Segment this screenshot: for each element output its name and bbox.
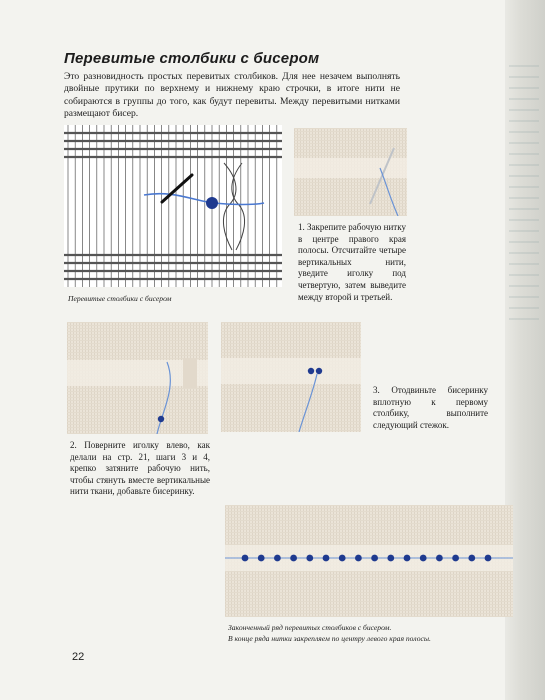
stitch-diagram — [64, 125, 282, 287]
bead-icon — [306, 555, 313, 562]
bead-icon — [316, 368, 322, 374]
facing-page-ghost — [509, 60, 539, 320]
final-photo — [225, 505, 513, 617]
bead-icon — [308, 368, 314, 374]
bead-icon — [323, 555, 330, 562]
diagram-caption: Перевитые столбики с бисером — [68, 294, 172, 303]
step3-caption: 3. Отодвиньте бисеринку вплотную к первому столбику, выполните следующий стежок. — [373, 385, 488, 430]
step2-photo — [67, 322, 208, 434]
bead-icon — [290, 555, 297, 562]
intro-paragraph: Это разновидность простых перевитых столбиков. Для нее незачем выполнять двойные прутики по верхнему и нижнему краю строчки, в итоге нити не собираются в группы до того, как будут перевиты. Между перевитыми нитками размещают бисер. — [64, 71, 400, 119]
bead-icon — [339, 555, 346, 562]
final-caption-line1: Законченный ряд перевитых столбиков с бисером. — [228, 623, 392, 632]
bead-icon — [452, 555, 459, 562]
bead-icon — [468, 555, 475, 562]
bead-icon — [242, 555, 249, 562]
bead-icon — [420, 555, 427, 562]
bead-icon — [355, 555, 362, 562]
final-caption-line2: В конце ряда нитки закрепляем по центру левого края полосы. — [228, 634, 431, 643]
bead-icon — [404, 555, 411, 562]
bead-icon — [158, 416, 164, 422]
step3-photo — [221, 322, 361, 432]
bead-icon — [371, 555, 378, 562]
page-number: 22 — [72, 651, 85, 663]
bead-icon — [206, 197, 218, 209]
bead-icon — [258, 555, 265, 562]
bead-icon — [274, 555, 281, 562]
page-title: Перевитые столбики с бисером — [64, 50, 320, 67]
bead-icon — [387, 555, 394, 562]
step1-photo — [294, 128, 407, 216]
step2-caption: 2. Поверните иголку влево, как делали на стр. 21, шаги 3 и 4, крепко затяните рабочую нить, чтобы стянуть вместе вертикальные нити ткани, добавьте бисеринку. — [70, 440, 210, 497]
bead-icon — [436, 555, 443, 562]
step1-caption: 1. Закрепите рабочую нитку в центре правого края полосы. Отсчитайте четыре вертикальных нити, уведите иголку под четвертую, затем выведите между второй и третьей. — [298, 222, 406, 302]
bead-icon — [485, 555, 492, 562]
